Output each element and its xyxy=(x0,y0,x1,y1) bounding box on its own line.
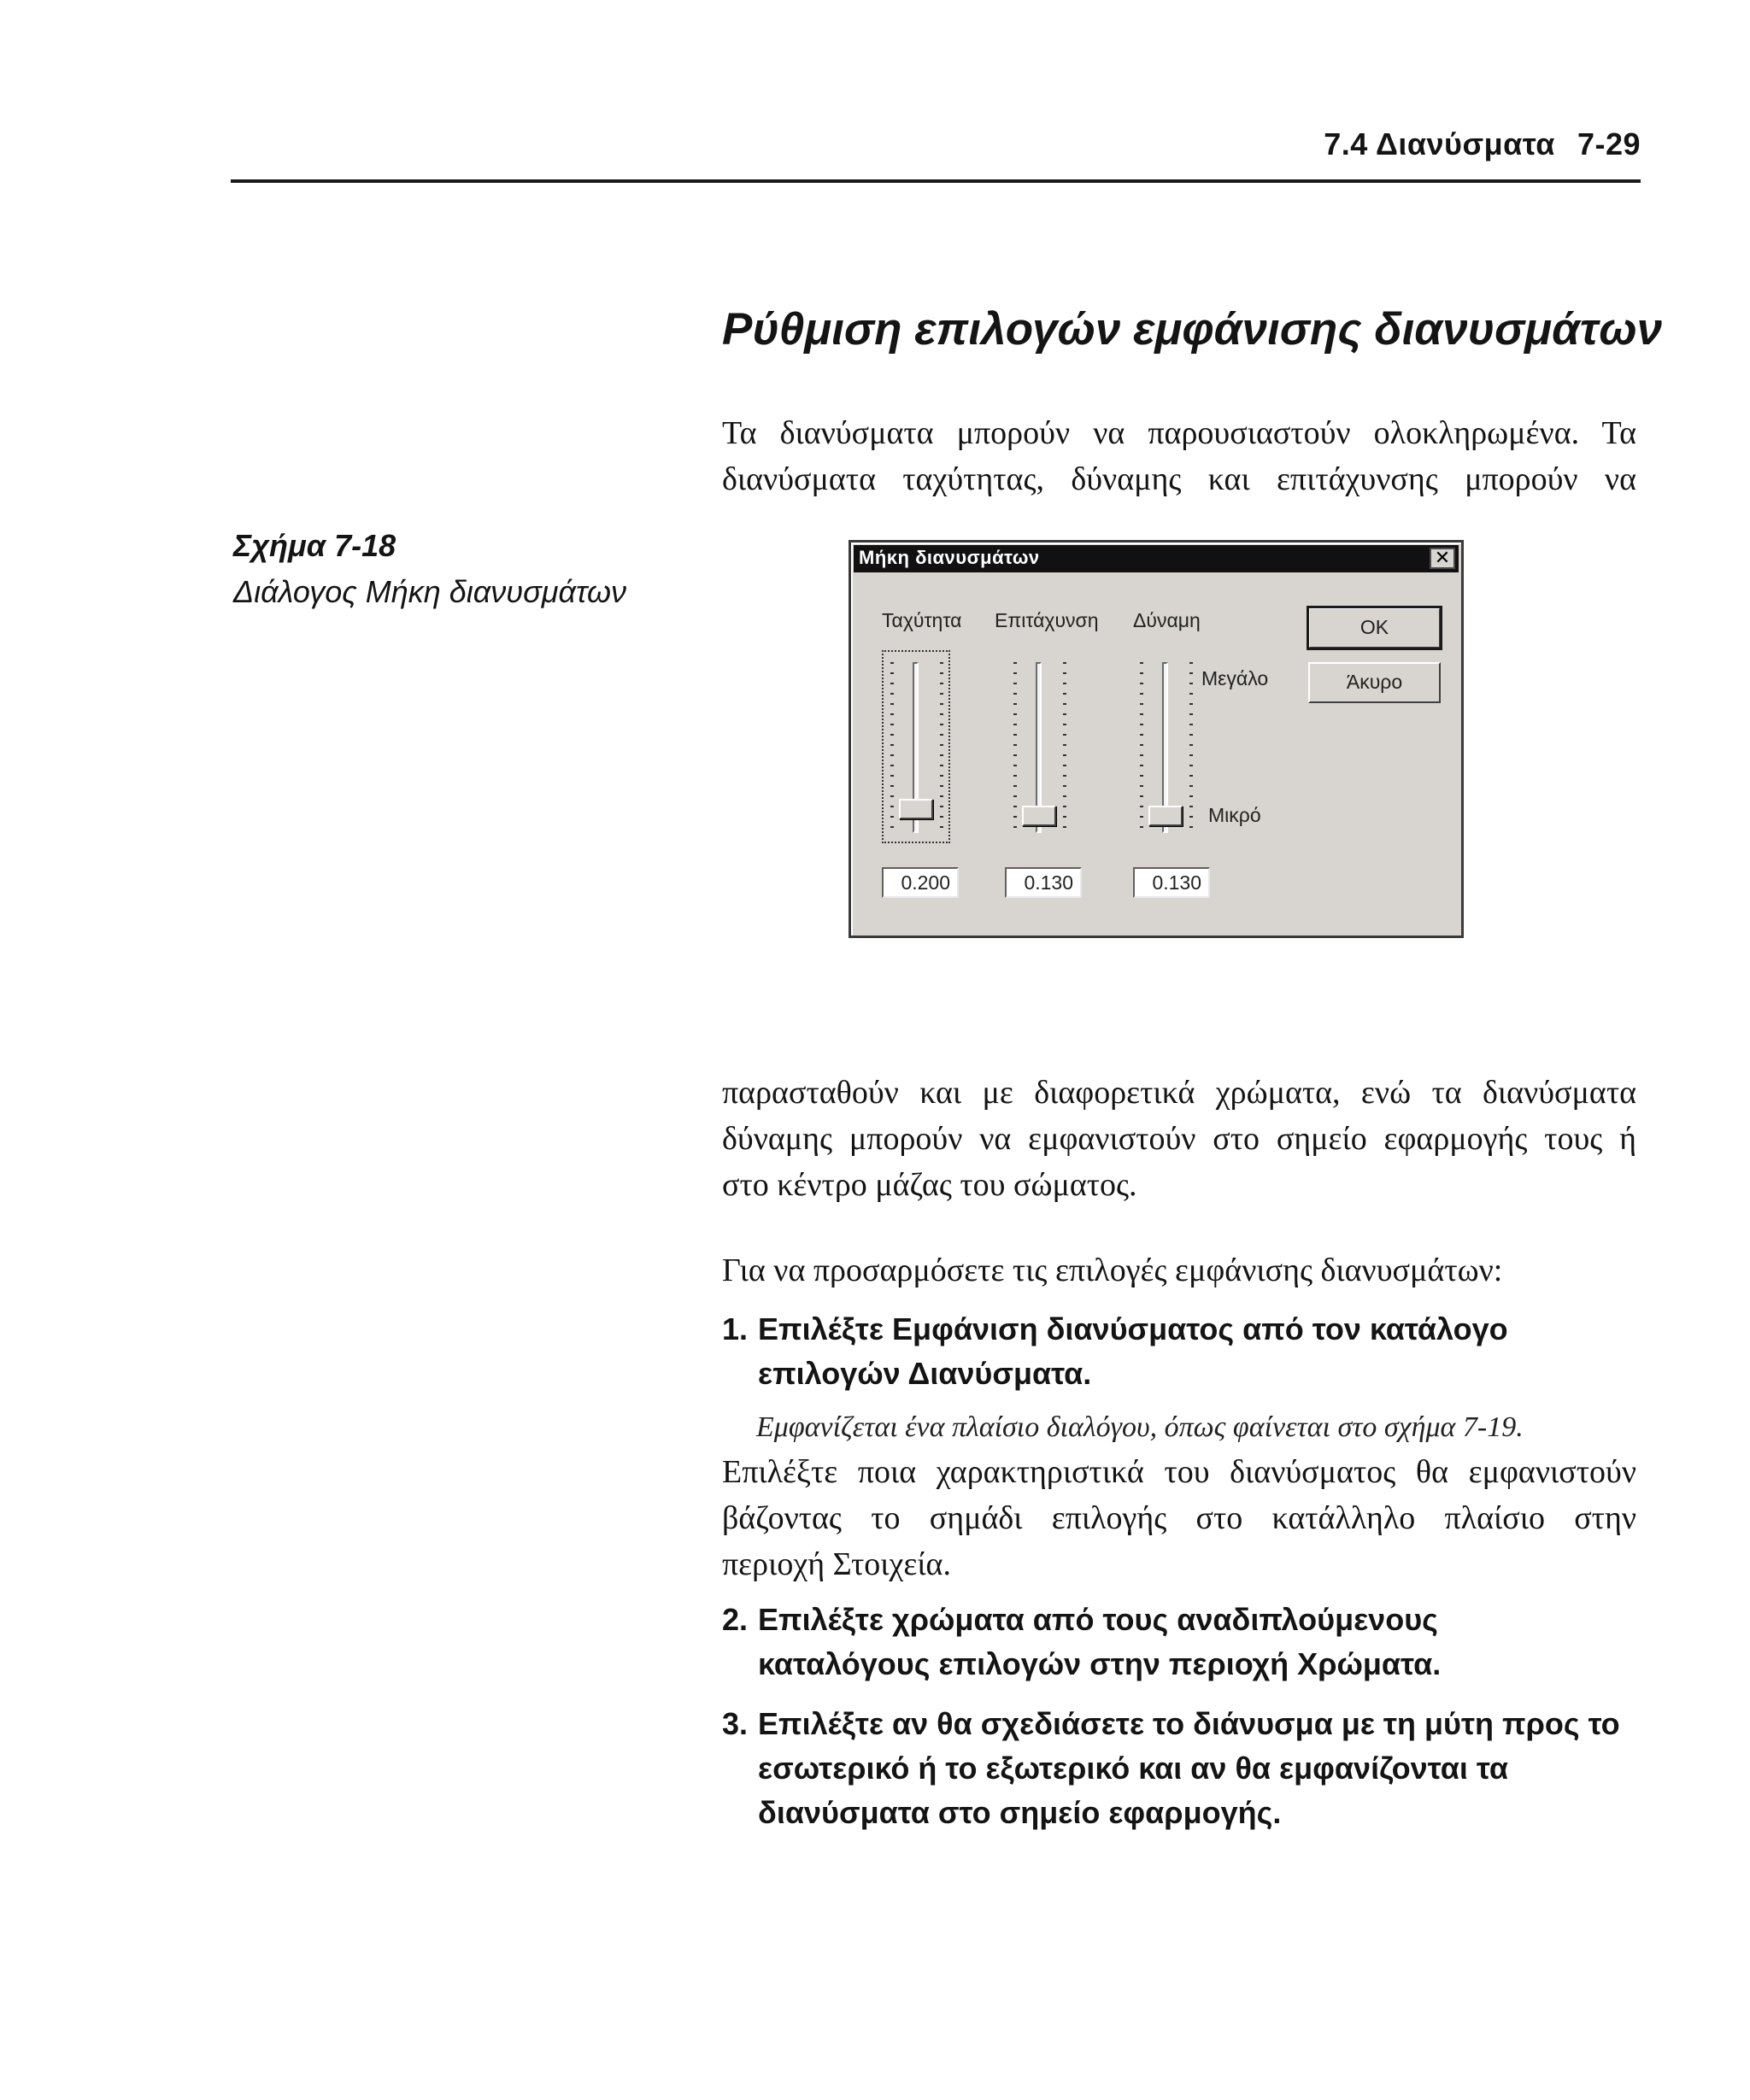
step-2 xyxy=(722,1598,1645,1686)
step-number: 2. xyxy=(722,1602,749,1637)
step-text: Επιλέξτε αν θα σχεδιάσετε το διάνυσμα με τη μύτη προς το εσωτερικό ή το εξωτερικό και αν θα εμφανίζονται τα διανύσματα στο σημείο εφαρμογής. xyxy=(758,1706,1620,1830)
intro-paragraph xyxy=(722,410,1636,502)
figure-caption xyxy=(233,523,626,615)
scale-high-label: Μεγάλο xyxy=(1201,667,1269,689)
slider-ticks xyxy=(890,662,894,830)
force-slider-thumb[interactable] xyxy=(1148,806,1183,826)
header-page-number: 7-29 xyxy=(1577,126,1641,161)
header-section: 7.4 Διανύσματα xyxy=(1324,126,1555,161)
slider-ticks xyxy=(1189,662,1193,830)
close-icon[interactable]: ✕ xyxy=(1430,548,1455,569)
body-line: δύναμης μπορούν να εμφανιστούν στο σημείο εφαρμογής τους ή xyxy=(722,1121,1636,1157)
figure-caption-text: Διάλογος Μήκη διανυσμάτων xyxy=(233,574,627,609)
step-number: 1. xyxy=(722,1311,749,1346)
intro-line: Τα διανύσματα μπορούν να παρουσιαστούν ολοκληρωμένα. Τα xyxy=(722,415,1636,451)
procedure-intro-text: Για να προσαρμόσετε τις επιλογές εμφάνισης διανυσμάτων: xyxy=(722,1252,1503,1288)
slider-ticks xyxy=(1063,662,1066,830)
acceleration-slider-thumb[interactable] xyxy=(1022,806,1056,826)
slider-ticks xyxy=(1140,662,1143,830)
step-text: Επιλέξτε Εμφάνιση διανύσματος από τον κατάλογο επιλογών Διανύσματα. xyxy=(758,1311,1508,1391)
vector-lengths-dialog xyxy=(849,540,1464,938)
step-text: Επιλέξτε χρώματα από τους αναδιπλούμενους καταλόγους επιλογών στην περιοχή Χρώματα. xyxy=(758,1602,1442,1681)
step-1 xyxy=(722,1307,1645,1396)
body-line: παρασταθούν και με διαφορετικά χρώματα, ενώ τα διανύσματα xyxy=(722,1075,1636,1111)
cancel-button[interactable]: Άκυρο xyxy=(1308,662,1441,703)
step-3 xyxy=(722,1702,1645,1835)
detail-line: περιοχή Στοιχεία. xyxy=(722,1546,951,1582)
slider-label-velocity: Ταχύτητα xyxy=(882,609,962,631)
header-rule xyxy=(231,179,1641,183)
scale-low-label: Μικρό xyxy=(1208,804,1261,826)
body-paragraph xyxy=(722,1070,1636,1208)
slider-label-acceleration: Επιτάχυνση xyxy=(995,609,1099,631)
detail-line: βάζοντας το σημάδι επιλογής στο κατάλληλο πλαίσιο στην xyxy=(722,1500,1636,1536)
detail-line: Επιλέξτε ποια χαρακτηριστικά του διανύσματος θα εμφανιστούν xyxy=(722,1454,1636,1490)
procedure-intro xyxy=(722,1247,1636,1293)
slider-ticks xyxy=(940,662,943,830)
dialog-title: Μήκη διανυσμάτων xyxy=(859,547,1040,568)
force-value-field[interactable]: 0.130 xyxy=(1133,867,1210,898)
velocity-value-field[interactable]: 0.200 xyxy=(882,867,959,898)
figure-number: Σχήμα 7-18 xyxy=(233,528,396,563)
section-title: Ρύθμιση επιλογών εμφάνισης διανυσμάτων xyxy=(722,304,1663,355)
slider-label-force: Δύναμη xyxy=(1133,609,1201,631)
step-number: 3. xyxy=(722,1706,749,1741)
ok-button[interactable]: OK xyxy=(1308,607,1441,648)
body-line: στο κέντρο μάζας του σώματος. xyxy=(722,1167,1137,1203)
intro-line: διανύσματα ταχύτητας, δύναμης και επιτάχυνσης μπορούν να xyxy=(722,461,1636,497)
acceleration-value-field[interactable]: 0.130 xyxy=(1005,867,1082,898)
velocity-slider-thumb[interactable] xyxy=(899,799,933,819)
step-1-detail xyxy=(722,1449,1636,1587)
step-1-result: Εμφανίζεται ένα πλαίσιο διαλόγου, όπως φαίνεται στο σχήμα 7-19. xyxy=(756,1411,1524,1443)
running-header xyxy=(1324,126,1641,162)
dialog-titlebar xyxy=(854,545,1459,572)
slider-ticks xyxy=(1013,662,1017,830)
